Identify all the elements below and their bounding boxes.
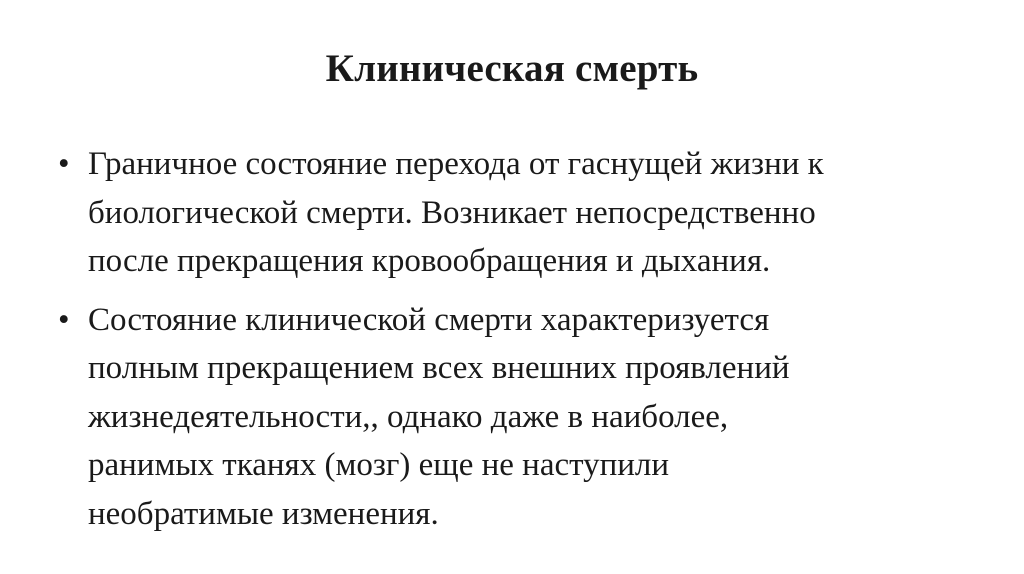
bullet-2-line-4: ранимых тканях (мозг) еще не наступили — [88, 447, 670, 483]
bullet-1-line-3: после прекращения кровообращения и дыхания. — [88, 243, 771, 279]
bullet-2-line-5: необратимые изменения. — [88, 495, 439, 532]
bullet-1-line-1: Граничное состояние перехода от гаснущей жизни к — [88, 146, 824, 182]
slide-title: Клиническая смерть — [325, 47, 699, 90]
bullet-item-2 — [58, 296, 978, 539]
bullet-2-line-3: жизнедеятельности,, однако даже в наиболее, — [88, 398, 729, 435]
bullet-marker: • — [58, 146, 70, 182]
bullet-2-line-2: полным прекращением всех внешних проявлений — [88, 350, 790, 386]
bullet-item-1 — [58, 140, 978, 286]
bullet-list — [58, 140, 978, 548]
bullet-marker: • — [58, 301, 70, 338]
bullet-1-line-2: биологической смерти. Возникает непосредственно — [88, 194, 816, 231]
bullet-2-line-1: Состояние клинической смерти характеризуется — [88, 301, 770, 338]
